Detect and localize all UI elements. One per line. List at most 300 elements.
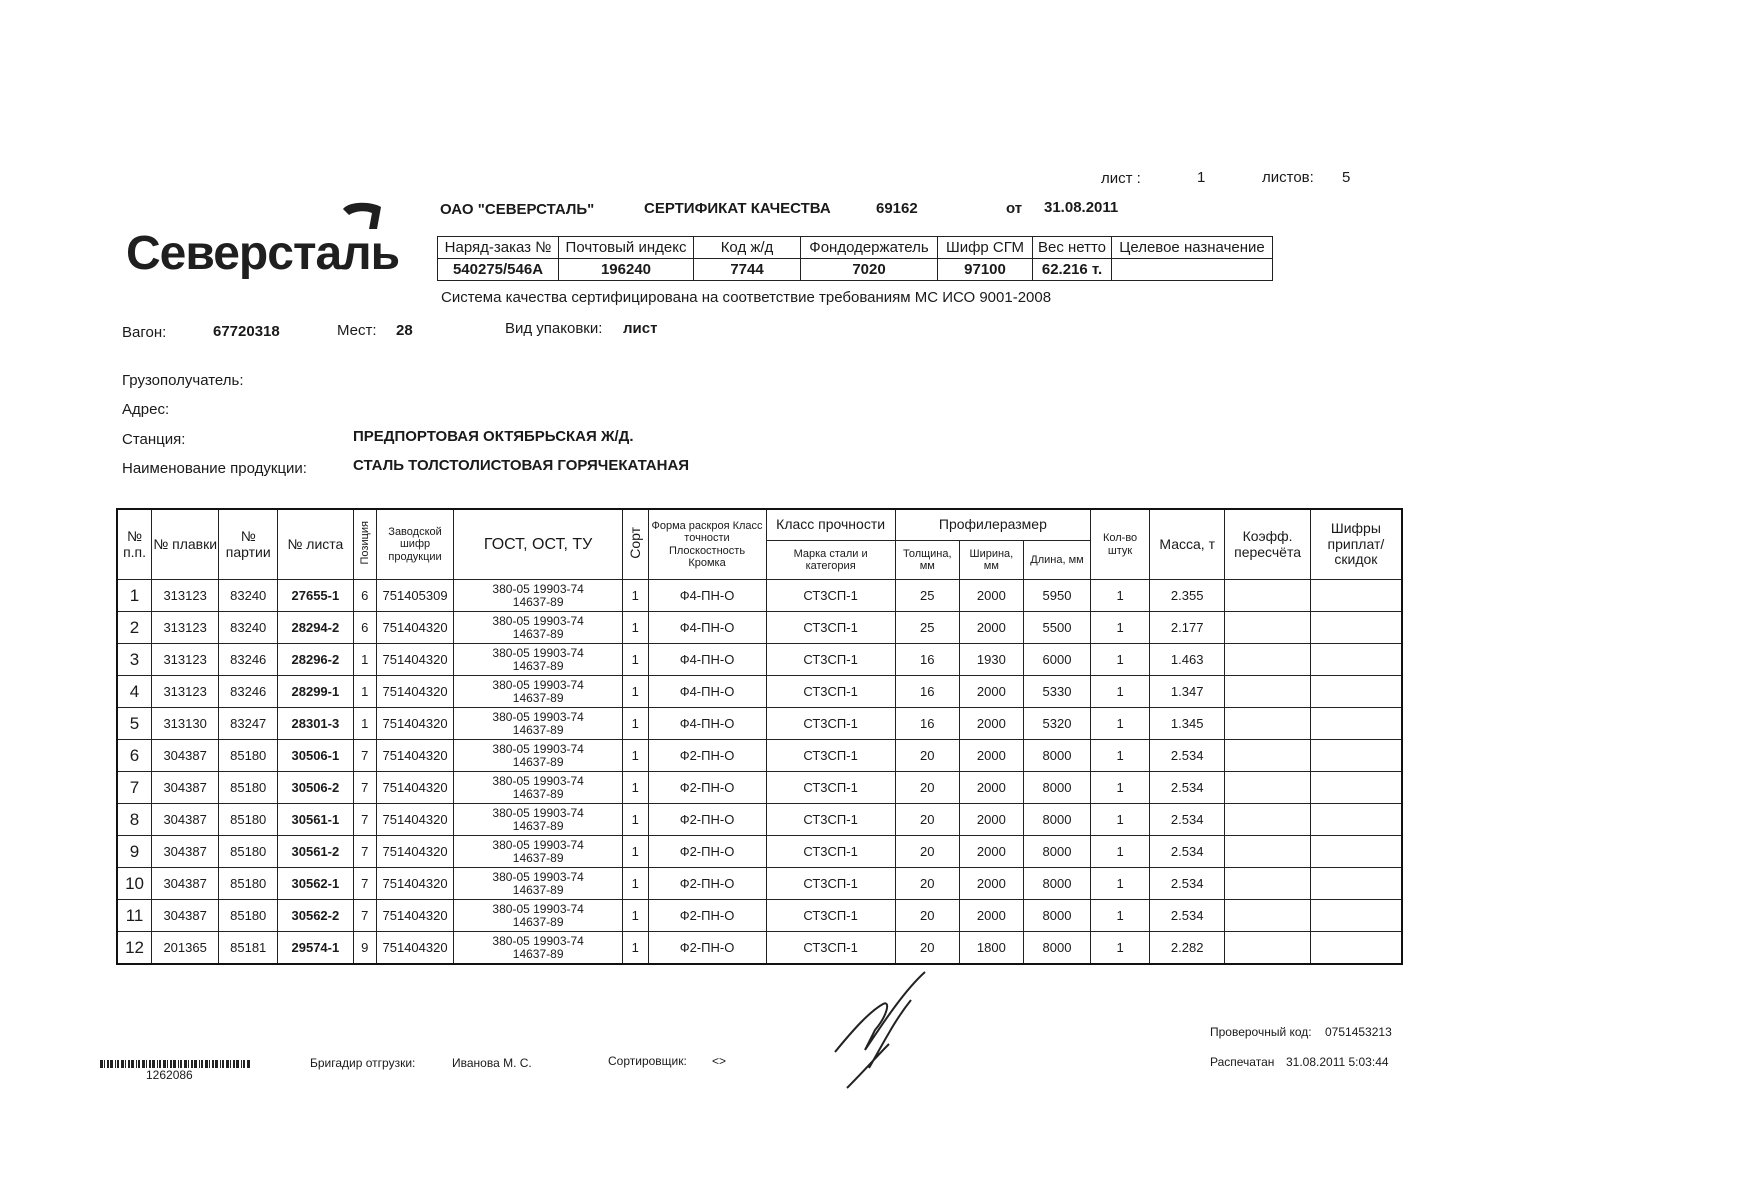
cell-w: 2000 bbox=[959, 740, 1023, 772]
cell-codes-empty bbox=[1310, 804, 1402, 836]
cell-gost bbox=[454, 868, 623, 900]
cell-form: Ф4-ПН-О bbox=[648, 676, 766, 708]
cell-t: 16 bbox=[895, 708, 959, 740]
cell-melt: 304387 bbox=[152, 772, 219, 804]
barcode-bar bbox=[131, 1060, 134, 1068]
cell-grade: СТ3СП-1 bbox=[766, 676, 895, 708]
cell-codes-empty bbox=[1310, 772, 1402, 804]
cell-pos: 7 bbox=[353, 772, 376, 804]
cell-form: Ф2-ПН-О bbox=[648, 868, 766, 900]
consignee-label: Грузополучатель: bbox=[122, 372, 244, 389]
cell-l: 8000 bbox=[1023, 740, 1090, 772]
cell-grade: СТ3СП-1 bbox=[766, 740, 895, 772]
cell-form: Ф4-ПН-О bbox=[648, 612, 766, 644]
product-name: СТАЛЬ ТОЛСТОЛИСТОВАЯ ГОРЯЧЕКАТАНАЯ bbox=[353, 457, 690, 474]
cell-codes-empty bbox=[1310, 612, 1402, 644]
cell-melt: 304387 bbox=[152, 836, 219, 868]
order-info-header-row bbox=[438, 237, 1273, 259]
col-header-strength-class: Класс прочности bbox=[766, 509, 895, 541]
cell-code: 751404320 bbox=[376, 612, 453, 644]
cell-pos: 7 bbox=[353, 868, 376, 900]
cell-code: 751404320 bbox=[376, 740, 453, 772]
barcode-bar bbox=[222, 1060, 224, 1068]
cell-gost-line: 380-05 19903-74 bbox=[492, 773, 584, 788]
cell-gost-line: 14637-89 bbox=[512, 818, 564, 833]
table-body bbox=[117, 580, 1402, 965]
col-header-batch: № партии bbox=[219, 509, 278, 580]
cell-coef-empty bbox=[1225, 708, 1310, 740]
cell-gost-line: 380-05 19903-74 bbox=[492, 645, 584, 660]
cell-batch: 83247 bbox=[219, 708, 278, 740]
cell-gost-line: 14637-89 bbox=[512, 882, 564, 897]
cell-t: 16 bbox=[895, 676, 959, 708]
barcode-bar bbox=[201, 1060, 203, 1068]
cell-w: 2000 bbox=[959, 612, 1023, 644]
cell-gost-line: 380-05 19903-74 bbox=[492, 613, 584, 628]
cell-m: 2.534 bbox=[1150, 804, 1225, 836]
cell-sheet: 28296-2 bbox=[278, 644, 353, 676]
cell-gost-line: 14637-89 bbox=[512, 850, 564, 865]
barcode-bar bbox=[236, 1060, 239, 1068]
barcode-bar bbox=[220, 1060, 221, 1068]
cell-w: 2000 bbox=[959, 868, 1023, 900]
pack-type: лист bbox=[623, 320, 658, 337]
cell-gost-line: 380-05 19903-74 bbox=[492, 933, 584, 948]
col-header-gost: ГОСТ, ОСТ, ТУ bbox=[454, 509, 623, 580]
cell-melt: 313130 bbox=[152, 708, 219, 740]
cell-gost bbox=[454, 612, 623, 644]
cell-w: 2000 bbox=[959, 804, 1023, 836]
cell-melt: 313123 bbox=[152, 676, 219, 708]
cell-melt: 313123 bbox=[152, 580, 219, 612]
cell-batch: 85180 bbox=[219, 772, 278, 804]
cell-sheet: 28301-3 bbox=[278, 708, 353, 740]
cell-gost-line: 380-05 19903-74 bbox=[492, 677, 584, 692]
cell-gost-line: 14637-89 bbox=[512, 786, 564, 801]
barcode-bar bbox=[100, 1060, 103, 1068]
station-label: Станция: bbox=[122, 431, 186, 448]
cell-pos: 7 bbox=[353, 804, 376, 836]
cell-l: 8000 bbox=[1023, 932, 1090, 965]
cell-w: 2000 bbox=[959, 676, 1023, 708]
cell-batch: 85180 bbox=[219, 900, 278, 932]
quality-system-note: Система качества сертифицирована на соответствие требованиям МС ИСО 9001-2008 bbox=[441, 289, 1052, 306]
barcode-bar bbox=[110, 1060, 113, 1068]
cell-gost-line: 14637-89 bbox=[512, 754, 564, 769]
cell-batch: 83246 bbox=[219, 644, 278, 676]
cell-batch: 83246 bbox=[219, 676, 278, 708]
col-header-length: Длина, мм bbox=[1023, 541, 1090, 580]
sheet-label: лист : bbox=[1101, 170, 1141, 187]
barcode-bar bbox=[184, 1060, 187, 1068]
sorter-name: <> bbox=[712, 1054, 727, 1068]
cell-gost-line: 14637-89 bbox=[512, 722, 564, 737]
cell-sort: 1 bbox=[623, 676, 648, 708]
cell-code: 751404320 bbox=[376, 772, 453, 804]
cell-melt: 304387 bbox=[152, 900, 219, 932]
barcode-bar bbox=[152, 1060, 155, 1068]
cell-w: 2000 bbox=[959, 708, 1023, 740]
cell-t: 20 bbox=[895, 932, 959, 965]
cell-w: 1930 bbox=[959, 644, 1023, 676]
cell-m: 1.345 bbox=[1150, 708, 1225, 740]
cell-coef-empty bbox=[1225, 932, 1310, 965]
cell-n: 12 bbox=[117, 932, 152, 965]
col-header-factory-code: Заводской шифр продукции bbox=[376, 509, 453, 580]
info-header: Шифр СГМ bbox=[938, 237, 1033, 259]
cell-l: 8000 bbox=[1023, 868, 1090, 900]
barcode-bar bbox=[243, 1060, 245, 1068]
cell-l: 8000 bbox=[1023, 836, 1090, 868]
barcode-bar bbox=[226, 1060, 229, 1068]
cell-batch: 85180 bbox=[219, 868, 278, 900]
cell-l: 5320 bbox=[1023, 708, 1090, 740]
cell-code: 751404320 bbox=[376, 676, 453, 708]
printed-timestamp: 31.08.2011 5:03:44 bbox=[1286, 1055, 1389, 1069]
col-header-form: Форма раскроя Класс точности Плоскостность Кромка bbox=[648, 509, 766, 580]
cell-sheet: 27655-1 bbox=[278, 580, 353, 612]
cell-sheet: 28299-1 bbox=[278, 676, 353, 708]
barcode-bar bbox=[107, 1060, 109, 1068]
cell-sort: 1 bbox=[623, 580, 648, 612]
cell-batch: 85180 bbox=[219, 740, 278, 772]
cell-n: 9 bbox=[117, 836, 152, 868]
cell-m: 2.177 bbox=[1150, 612, 1225, 644]
info-header: Почтовый индекс bbox=[559, 237, 694, 259]
col-header-grade: Марка стали и категория bbox=[766, 541, 895, 580]
sheet-number: 1 bbox=[1197, 169, 1206, 186]
cell-gost-line: 14637-89 bbox=[512, 914, 564, 929]
barcode-bar bbox=[194, 1060, 197, 1068]
table-row bbox=[117, 900, 1402, 932]
col-header-profile: Профилеразмер bbox=[895, 509, 1090, 541]
cell-coef-empty bbox=[1225, 772, 1310, 804]
col-header-position: Позиция bbox=[358, 521, 371, 565]
cell-gost bbox=[454, 804, 623, 836]
barcode-bar bbox=[230, 1060, 231, 1068]
cell-code: 751404320 bbox=[376, 708, 453, 740]
table-row bbox=[117, 644, 1402, 676]
barcode-bar bbox=[149, 1060, 151, 1068]
cell-gost-line: 14637-89 bbox=[512, 594, 564, 609]
cell-q: 1 bbox=[1091, 580, 1150, 612]
cell-coef-empty bbox=[1225, 836, 1310, 868]
cell-t: 25 bbox=[895, 612, 959, 644]
cell-q: 1 bbox=[1091, 932, 1150, 965]
sheets-total: 5 bbox=[1342, 169, 1351, 186]
table-row bbox=[117, 580, 1402, 612]
certificate-date: 31.08.2011 bbox=[1044, 199, 1119, 216]
cell-pos: 9 bbox=[353, 932, 376, 965]
cell-pos: 1 bbox=[353, 676, 376, 708]
cell-sheet: 30506-1 bbox=[278, 740, 353, 772]
barcode-bar bbox=[159, 1060, 161, 1068]
products-table bbox=[116, 508, 1403, 965]
cell-sheet: 28294-2 bbox=[278, 612, 353, 644]
barcode-bar bbox=[142, 1060, 145, 1068]
cell-q: 1 bbox=[1091, 900, 1150, 932]
cell-n: 11 bbox=[117, 900, 152, 932]
barcode-bar bbox=[188, 1060, 189, 1068]
cell-coef-empty bbox=[1225, 804, 1310, 836]
cell-q: 1 bbox=[1091, 836, 1150, 868]
cell-sort: 1 bbox=[623, 900, 648, 932]
barcode-bar bbox=[215, 1060, 218, 1068]
cell-form: Ф2-ПН-О bbox=[648, 900, 766, 932]
barcode-bar bbox=[115, 1060, 116, 1068]
cell-sort: 1 bbox=[623, 932, 648, 965]
cell-melt: 304387 bbox=[152, 740, 219, 772]
cell-q: 1 bbox=[1091, 612, 1150, 644]
purpose bbox=[1112, 259, 1273, 281]
cell-m: 2.534 bbox=[1150, 900, 1225, 932]
cell-sort: 1 bbox=[623, 772, 648, 804]
cell-grade: СТ3СП-1 bbox=[766, 932, 895, 965]
barcode-bar bbox=[241, 1060, 242, 1068]
cell-n: 7 bbox=[117, 772, 152, 804]
barcode-bar bbox=[247, 1060, 250, 1068]
cell-sort: 1 bbox=[623, 804, 648, 836]
printed-label: Распечатан bbox=[1210, 1055, 1275, 1069]
barcode-bar bbox=[178, 1060, 179, 1068]
cell-gost-line: 380-05 19903-74 bbox=[492, 869, 584, 884]
cell-code: 751404320 bbox=[376, 804, 453, 836]
cell-code: 751404320 bbox=[376, 900, 453, 932]
order-number: 540275/546А bbox=[438, 259, 559, 281]
table-header-row bbox=[117, 509, 1402, 541]
cell-q: 1 bbox=[1091, 772, 1150, 804]
cell-m: 2.534 bbox=[1150, 772, 1225, 804]
cell-codes-empty bbox=[1310, 900, 1402, 932]
cell-pos: 1 bbox=[353, 644, 376, 676]
foreman-label: Бригадир отгрузки: bbox=[310, 1056, 416, 1070]
cell-l: 6000 bbox=[1023, 644, 1090, 676]
barcode-bar bbox=[157, 1060, 158, 1068]
cell-sheet: 30561-1 bbox=[278, 804, 353, 836]
cell-gost-line: 380-05 19903-74 bbox=[492, 805, 584, 820]
barcode-bar bbox=[167, 1060, 168, 1068]
table-row bbox=[117, 740, 1402, 772]
cell-gost bbox=[454, 676, 623, 708]
cell-gost-line: 14637-89 bbox=[512, 690, 564, 705]
cell-l: 5500 bbox=[1023, 612, 1090, 644]
barcode-bar bbox=[205, 1060, 208, 1068]
barcode-bar bbox=[136, 1060, 137, 1068]
barcode-bar bbox=[125, 1060, 126, 1068]
certificate-number: 69162 bbox=[876, 200, 918, 217]
table-row bbox=[117, 868, 1402, 900]
brand-logo: Северсталь bbox=[126, 227, 400, 280]
cell-batch: 85180 bbox=[219, 804, 278, 836]
info-header: Целевое назначение bbox=[1112, 237, 1273, 259]
cell-codes-empty bbox=[1310, 836, 1402, 868]
col-header-width: Ширина, мм bbox=[959, 541, 1023, 580]
cell-form: Ф2-ПН-О bbox=[648, 772, 766, 804]
foreman-name: Иванова М. С. bbox=[452, 1056, 532, 1070]
cell-l: 8000 bbox=[1023, 804, 1090, 836]
cell-grade: СТ3СП-1 bbox=[766, 804, 895, 836]
barcode-bar bbox=[199, 1060, 200, 1068]
info-header: Код ж/д bbox=[694, 237, 801, 259]
col-header-thickness: Толщина, мм bbox=[895, 541, 959, 580]
cell-t: 20 bbox=[895, 740, 959, 772]
cell-melt: 304387 bbox=[152, 804, 219, 836]
cell-q: 1 bbox=[1091, 868, 1150, 900]
cell-coef-empty bbox=[1225, 612, 1310, 644]
cell-melt: 201365 bbox=[152, 932, 219, 965]
cell-w: 2000 bbox=[959, 772, 1023, 804]
cell-grade: СТ3СП-1 bbox=[766, 836, 895, 868]
barcode-bar bbox=[138, 1060, 140, 1068]
barcode-bar bbox=[121, 1060, 124, 1068]
cell-grade: СТ3СП-1 bbox=[766, 580, 895, 612]
cell-coef-empty bbox=[1225, 580, 1310, 612]
info-header: Фондодержатель bbox=[801, 237, 938, 259]
cell-w: 2000 bbox=[959, 580, 1023, 612]
cell-m: 2.534 bbox=[1150, 740, 1225, 772]
cell-n: 3 bbox=[117, 644, 152, 676]
cell-sort: 1 bbox=[623, 644, 648, 676]
barcode-number: 1262086 bbox=[146, 1068, 193, 1082]
cell-n: 8 bbox=[117, 804, 152, 836]
station-name: ПРЕДПОРТОВАЯ ОКТЯБРЬСКАЯ Ж/Д. bbox=[353, 428, 634, 445]
check-code-label: Проверочный код: bbox=[1210, 1025, 1312, 1039]
wagon-number: 67720318 bbox=[213, 323, 280, 340]
cell-form: Ф4-ПН-О bbox=[648, 708, 766, 740]
cell-code: 751404320 bbox=[376, 868, 453, 900]
cell-codes-empty bbox=[1310, 580, 1402, 612]
cell-t: 25 bbox=[895, 580, 959, 612]
cell-codes-empty bbox=[1310, 676, 1402, 708]
cell-m: 1.347 bbox=[1150, 676, 1225, 708]
cell-form: Ф2-ПН-О bbox=[648, 804, 766, 836]
cell-t: 20 bbox=[895, 804, 959, 836]
cell-coef-empty bbox=[1225, 868, 1310, 900]
cell-q: 1 bbox=[1091, 708, 1150, 740]
cell-form: Ф4-ПН-О bbox=[648, 580, 766, 612]
barcode-bar bbox=[209, 1060, 210, 1068]
cell-gost bbox=[454, 644, 623, 676]
cell-m: 2.534 bbox=[1150, 836, 1225, 868]
info-header: Наряд-заказ № bbox=[438, 237, 559, 259]
cell-m: 2.282 bbox=[1150, 932, 1225, 965]
cell-code: 751405309 bbox=[376, 580, 453, 612]
cell-sort: 1 bbox=[623, 868, 648, 900]
barcode-bar bbox=[233, 1060, 235, 1068]
cell-melt: 313123 bbox=[152, 612, 219, 644]
cell-sort: 1 bbox=[623, 740, 648, 772]
cell-q: 1 bbox=[1091, 644, 1150, 676]
col-header-melt: № плавки bbox=[152, 509, 219, 580]
cell-codes-empty bbox=[1310, 868, 1402, 900]
cell-pos: 7 bbox=[353, 900, 376, 932]
cell-q: 1 bbox=[1091, 804, 1150, 836]
places-label: Мест: bbox=[337, 322, 377, 339]
cell-gost bbox=[454, 708, 623, 740]
cell-n: 4 bbox=[117, 676, 152, 708]
cell-t: 20 bbox=[895, 868, 959, 900]
cell-code: 751404320 bbox=[376, 836, 453, 868]
info-header: Вес нетто bbox=[1033, 237, 1112, 259]
sgm-code: 97100 bbox=[938, 259, 1033, 281]
cell-sort: 1 bbox=[623, 708, 648, 740]
cell-pos: 6 bbox=[353, 612, 376, 644]
col-header-coefficient: Коэфф. пересчёта bbox=[1225, 509, 1310, 580]
cell-batch: 85181 bbox=[219, 932, 278, 965]
cell-gost-line: 380-05 19903-74 bbox=[492, 741, 584, 756]
cell-gost bbox=[454, 580, 623, 612]
postal-code: 196240 bbox=[559, 259, 694, 281]
cell-pos: 7 bbox=[353, 740, 376, 772]
cell-coef-empty bbox=[1225, 644, 1310, 676]
col-header-sheet: № листа bbox=[278, 509, 353, 580]
cell-sheet: 30562-1 bbox=[278, 868, 353, 900]
cell-gost-line: 380-05 19903-74 bbox=[492, 581, 584, 596]
barcode-bar bbox=[104, 1060, 105, 1068]
cell-l: 8000 bbox=[1023, 772, 1090, 804]
sheets-label: листов: bbox=[1262, 169, 1314, 186]
col-header-no: № п.п. bbox=[117, 509, 152, 580]
cell-grade: СТ3СП-1 bbox=[766, 900, 895, 932]
cell-n: 6 bbox=[117, 740, 152, 772]
cell-t: 20 bbox=[895, 772, 959, 804]
barcode-bar bbox=[180, 1060, 182, 1068]
cell-l: 5950 bbox=[1023, 580, 1090, 612]
cell-sort: 1 bbox=[623, 836, 648, 868]
cell-n: 2 bbox=[117, 612, 152, 644]
address-label: Адрес: bbox=[122, 401, 170, 418]
cell-sheet: 30562-2 bbox=[278, 900, 353, 932]
table-row bbox=[117, 676, 1402, 708]
cell-t: 16 bbox=[895, 644, 959, 676]
barcode-bar bbox=[170, 1060, 172, 1068]
barcode-icon bbox=[100, 1060, 250, 1068]
cell-codes-empty bbox=[1310, 708, 1402, 740]
pack-label: Вид упаковки: bbox=[505, 320, 603, 337]
places-count: 28 bbox=[396, 322, 413, 339]
cell-gost bbox=[454, 836, 623, 868]
cell-gost-line: 380-05 19903-74 bbox=[492, 837, 584, 852]
table-row bbox=[117, 932, 1402, 965]
cell-t: 20 bbox=[895, 836, 959, 868]
cell-gost bbox=[454, 772, 623, 804]
cell-sort: 1 bbox=[623, 612, 648, 644]
cell-w: 2000 bbox=[959, 900, 1023, 932]
cell-w: 1800 bbox=[959, 932, 1023, 965]
cell-grade: СТ3СП-1 bbox=[766, 644, 895, 676]
cell-form: Ф2-ПН-О bbox=[648, 740, 766, 772]
cell-pos: 7 bbox=[353, 836, 376, 868]
wagon-label: Вагон: bbox=[122, 324, 167, 341]
cell-grade: СТ3СП-1 bbox=[766, 612, 895, 644]
sorter-label: Сортировщик: bbox=[608, 1054, 687, 1068]
cell-gost-line: 14637-89 bbox=[512, 626, 564, 641]
fund-holder: 7020 bbox=[801, 259, 938, 281]
cell-batch: 85180 bbox=[219, 836, 278, 868]
signature-icon bbox=[825, 960, 935, 1090]
cell-m: 1.463 bbox=[1150, 644, 1225, 676]
cell-form: Ф2-ПН-О bbox=[648, 836, 766, 868]
cell-coef-empty bbox=[1225, 900, 1310, 932]
barcode-bar bbox=[163, 1060, 166, 1068]
barcode-bar bbox=[191, 1060, 193, 1068]
cell-batch: 83240 bbox=[219, 580, 278, 612]
cell-gost-line: 380-05 19903-74 bbox=[492, 901, 584, 916]
barcode-bar bbox=[173, 1060, 176, 1068]
cell-sheet: 30561-2 bbox=[278, 836, 353, 868]
cell-l: 8000 bbox=[1023, 900, 1090, 932]
table-row bbox=[117, 804, 1402, 836]
